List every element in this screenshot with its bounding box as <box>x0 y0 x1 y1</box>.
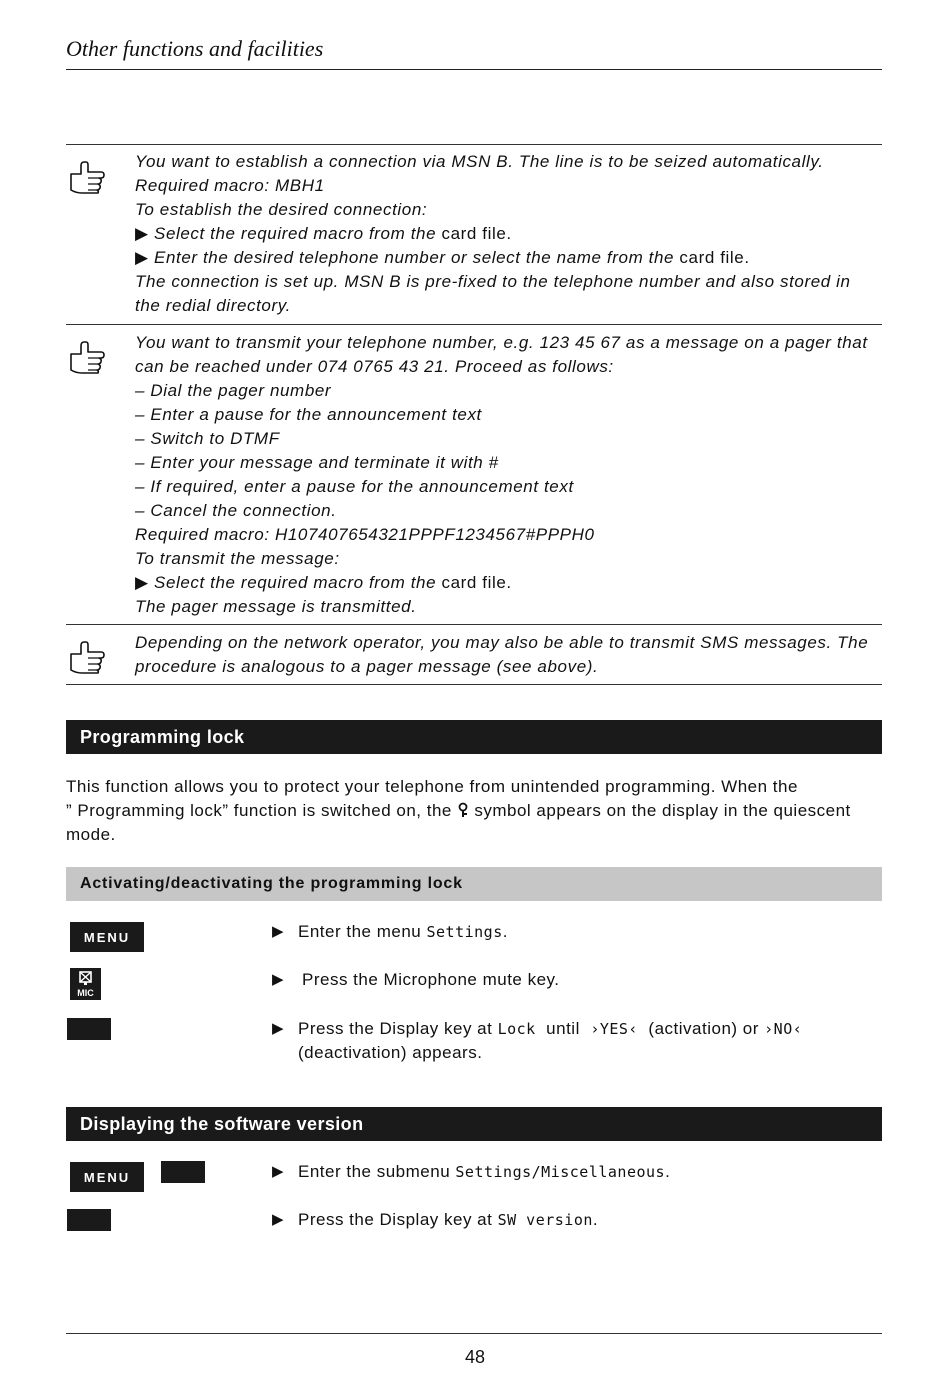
paragraph-line <box>66 799 882 823</box>
lock-symbol-icon <box>457 802 469 818</box>
triangle-bullet-icon: ▶ <box>272 1020 285 1037</box>
note-line: – Switch to DTMF <box>135 429 280 448</box>
display-text-settings: Settings <box>426 923 503 941</box>
triangle-bullet-icon: ▶ <box>272 1163 285 1180</box>
section-heading-programming-lock: Programming lock <box>66 720 882 754</box>
step-text: . <box>592 1210 599 1229</box>
pointing-hand-icon <box>68 340 106 374</box>
menu-key[interactable]: MENU <box>70 1162 144 1192</box>
paragraph-line: This function allows you to protect your telephone from unintended programming. When the <box>66 777 798 796</box>
triangle-bullet-icon: ▶ <box>272 923 285 940</box>
note-step <box>135 222 885 246</box>
note-line: – If required, enter a pause for the announcement text <box>135 477 574 496</box>
note-line: the redial directory. <box>135 296 291 315</box>
page-number: 48 <box>464 1347 486 1367</box>
note-line: To transmit the message: <box>135 549 340 568</box>
note-divider <box>66 684 882 685</box>
step-text: Press the Microphone mute key. <box>302 970 560 989</box>
note-line: – Enter your message and terminate it with # <box>135 453 499 472</box>
note-line: can be reached under 074 0765 43 21. Proceed as follows: <box>135 357 614 376</box>
step-text: Press the Display key at <box>298 1019 493 1038</box>
triangle-bullet-icon: ▶ <box>272 971 285 988</box>
triangle-bullet-icon: ▶ <box>135 573 154 592</box>
display-text-lock: Lock <box>497 1020 536 1038</box>
note-line: Depending on the network operator, you may also be able to transmit SMS messages. The <box>135 633 869 652</box>
display-key[interactable] <box>161 1161 205 1183</box>
programming-lock-description <box>66 775 882 847</box>
step-text: (deactivation) appears. <box>298 1043 483 1062</box>
step-text: Press the Display key at <box>298 1210 493 1229</box>
note-line: The connection is set up. MSN B is pre-fixed to the telephone number and also stored in <box>135 272 851 291</box>
header-rule <box>66 69 882 70</box>
display-key[interactable] <box>67 1018 111 1040</box>
note-pager-message <box>135 331 885 619</box>
display-text-settings-misc: Settings/Miscellaneous <box>455 1163 666 1181</box>
step-text: until <box>546 1019 580 1038</box>
note-step-text-upright: card file. <box>441 224 512 243</box>
note-step-text: Select the required macro from the <box>154 573 437 592</box>
step-text: (activation) or <box>648 1019 759 1038</box>
triangle-bullet-icon: ▶ <box>135 248 154 267</box>
note-line: Required macro: H107407654321PPPF1234567#PPPH0 <box>135 525 595 544</box>
pointing-hand-icon <box>68 160 106 194</box>
note-step-text-upright: card file. <box>679 248 750 267</box>
paragraph-line: mode. <box>66 825 116 844</box>
triangle-bullet-icon: ▶ <box>135 224 154 243</box>
step-text: Enter the menu <box>298 922 422 941</box>
note-divider <box>66 324 882 325</box>
note-line: You want to transmit your telephone number, e.g. 123 45 67 as a message on a pager that <box>135 333 868 352</box>
mic-key-label: MIC <box>77 988 94 998</box>
step-text: Enter the submenu <box>298 1162 451 1181</box>
step-text: . <box>502 922 508 941</box>
pointing-hand-icon <box>68 640 106 674</box>
microphone-mute-key[interactable] <box>70 968 101 1000</box>
page-header-title: Other functions and facilities <box>66 36 324 61</box>
note-sms <box>135 631 885 679</box>
display-text-no: ›NO‹ <box>764 1020 803 1038</box>
microphone-mute-icon <box>79 971 92 986</box>
note-line: – Enter a pause for the announcement text <box>135 405 482 424</box>
paragraph-text: symbol appears on the display in the quiescent <box>474 801 851 820</box>
display-text-sw-version: SW version <box>497 1211 593 1229</box>
note-divider <box>66 624 882 625</box>
menu-key[interactable]: MENU <box>70 922 144 952</box>
note-line: Required macro: MBH1 <box>135 176 325 195</box>
section-heading-software-version: Displaying the software version <box>66 1107 882 1141</box>
note-msn-connection <box>135 150 885 318</box>
note-line: You want to establish a connection via MSN B. The line is to be seized automatically. <box>135 152 824 171</box>
note-line: – Cancel the connection. <box>135 501 337 520</box>
paragraph-text: ” Programming lock” function is switched on, the <box>66 801 452 820</box>
note-line: – Dial the pager number <box>135 381 332 400</box>
subsection-heading-activating-lock: Activating/deactivating the programming lock <box>66 867 882 901</box>
step-text: . <box>665 1162 671 1181</box>
step-press-display-lock <box>272 1017 872 1065</box>
note-divider <box>66 144 882 145</box>
display-text-yes: ›YES‹ <box>590 1020 638 1038</box>
note-line: procedure is analogous to a pager message (see above). <box>135 657 599 676</box>
note-line: To establish the desired connection: <box>135 200 428 219</box>
note-step-text-upright: card file. <box>441 573 512 592</box>
note-step <box>135 246 885 270</box>
triangle-bullet-icon: ▶ <box>272 1211 285 1228</box>
note-step <box>135 571 885 595</box>
note-step-text: Enter the desired telephone number or select the name from the <box>154 248 675 267</box>
note-line: The pager message is transmitted. <box>135 597 417 616</box>
footer-rule <box>66 1333 882 1334</box>
note-step-text: Select the required macro from the <box>154 224 437 243</box>
display-key[interactable] <box>67 1209 111 1231</box>
